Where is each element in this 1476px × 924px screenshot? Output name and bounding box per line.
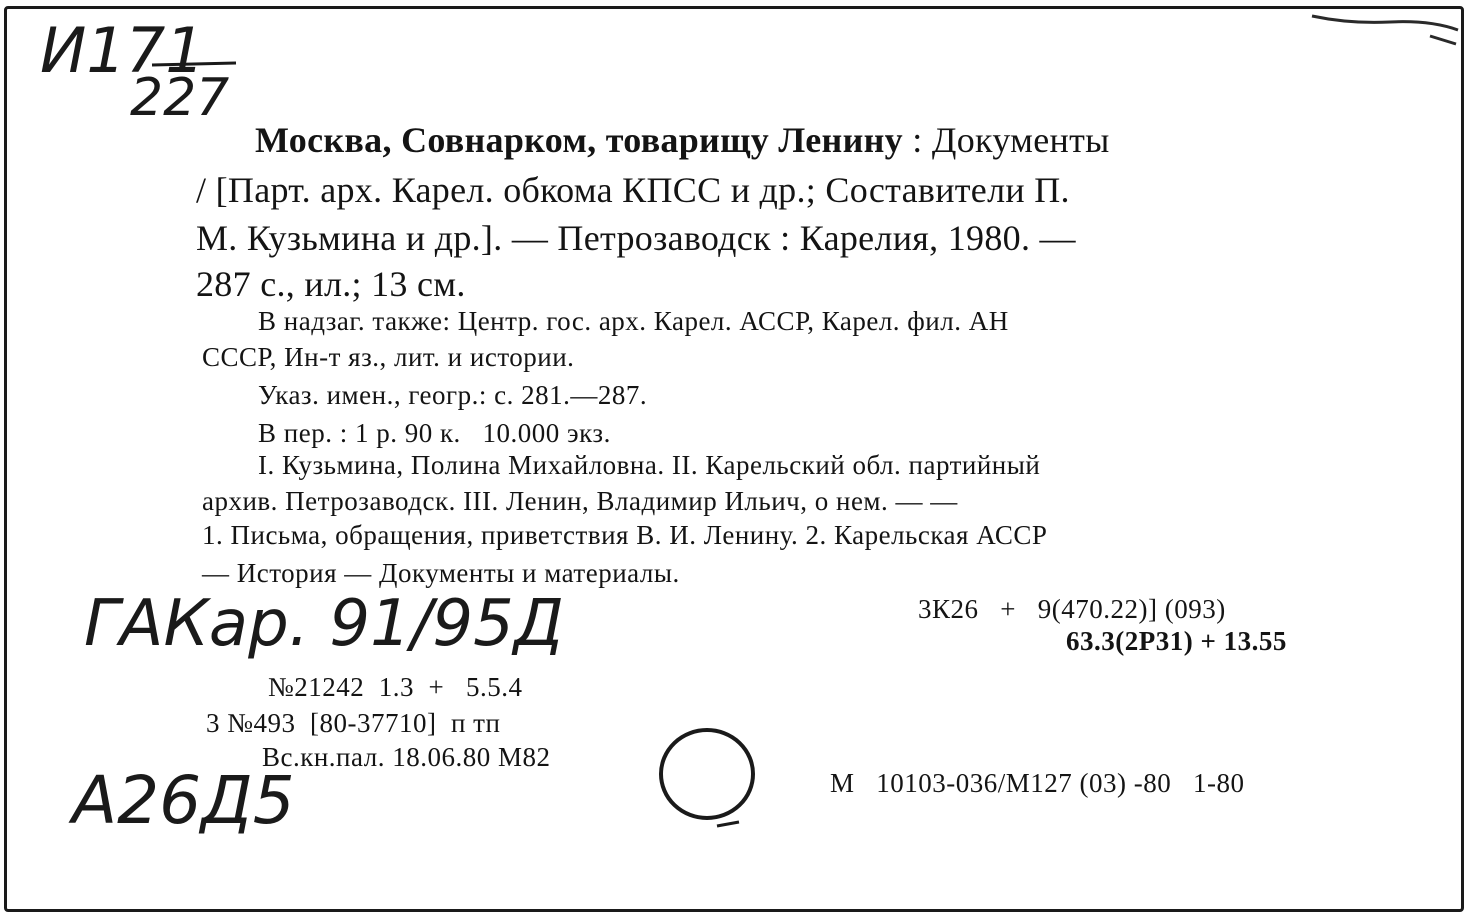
title-line-4: 287 с., ил.; 13 см. (196, 264, 466, 304)
index-code: М 10103-036/М127 (03) -80 1-80 (830, 768, 1245, 798)
note-line-6: архив. Петрозаводск. III. Ленин, Владимир Ильич, о нем. — — (202, 486, 958, 516)
title-subtitle: : Документы (902, 120, 1110, 160)
note-line-8: — История — Документы и материалы. (202, 558, 680, 588)
handwritten-bottom-left: А26Д5 (72, 762, 295, 839)
classification-line-2: 63.3(2Р31) + 13.55 (1066, 626, 1287, 656)
handwritten-shelfmark-bottom: 227 (130, 68, 230, 128)
imprint-line-3: Вс.кн.пал. 18.06.80 М82 (262, 742, 551, 772)
imprint-line-2: 3 №493 [80-37710] п тп (206, 708, 501, 738)
note-line-3: Указ. имен., геогр.: с. 281.—287. (258, 380, 648, 410)
note-line-1: В надзаг. также: Центр. гос. арх. Карел. АССР, Карел. фил. АН (258, 306, 1009, 336)
title-line-3: М. Кузьмина и др.]. — Петрозаводск : Карелия, 1980. — (196, 218, 1076, 258)
note-line-7: 1. Письма, обращения, приветствия В. И. Ленину. 2. Карельская АССР (202, 520, 1048, 550)
corner-scuff (1310, 8, 1460, 48)
handwritten-shelfmark-top: И171 (40, 14, 205, 87)
classification-line-1: 3К26 + 9(470.22)] (093) (918, 594, 1226, 624)
note-line-2: СССР, Ин-т яз., лит. и истории. (202, 342, 575, 372)
note-line-4: В пер. : 1 р. 90 к. 10.000 экз. (258, 418, 611, 448)
note-line-5: I. Кузьмина, Полина Михайловна. II. Карельский обл. партийный (258, 450, 1041, 480)
imprint-line-1: №21242 1.3 + 5.5.4 (268, 672, 523, 702)
circle-stamp (655, 722, 765, 832)
title-main: Москва, Совнарком, товарищу Ленину (255, 120, 903, 160)
title-line-2: / [Парт. арх. Карел. обкома КПСС и др.; Составители П. (196, 170, 1070, 210)
handwritten-archive-mark: ГАКар. 91/95Д (84, 587, 564, 661)
title-line-1 (255, 122, 1110, 158)
